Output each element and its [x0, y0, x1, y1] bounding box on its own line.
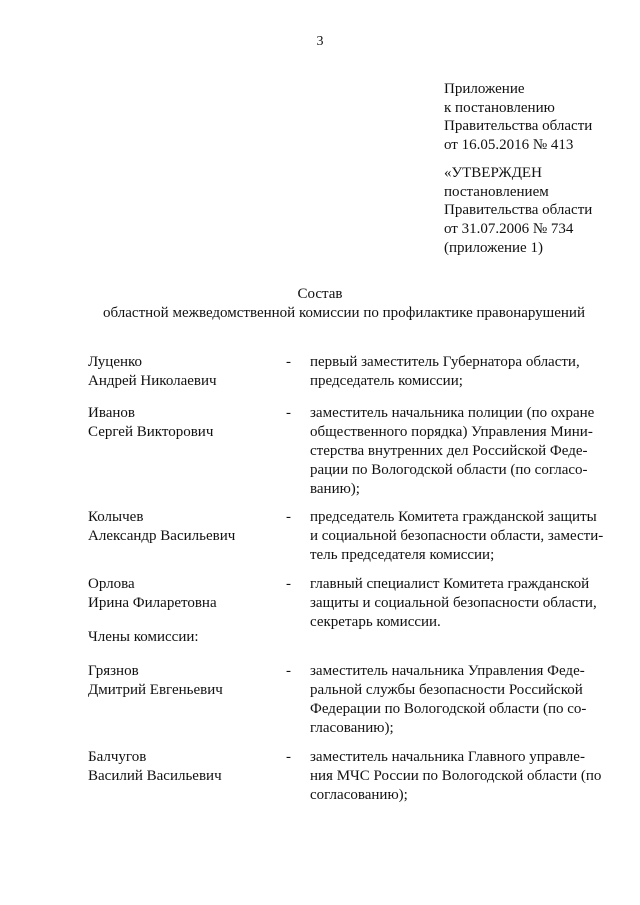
role-line: первый заместитель Губернатора области,: [310, 354, 580, 370]
member-given-name: Сергей Викторович: [88, 424, 214, 440]
role-line: ния МЧС России по Вологодской области (по: [310, 768, 602, 784]
member-role: [310, 353, 606, 391]
member-given-name: Ирина Филаретовна: [88, 595, 217, 611]
member-role: [310, 508, 606, 565]
role-line: главный специалист Комитета гражданской: [310, 576, 590, 592]
member-surname: Балчугов: [88, 749, 147, 765]
member-name: [88, 748, 222, 786]
role-line: заместитель начальника Главного управле-: [310, 749, 585, 765]
title-line: Состав: [297, 286, 343, 302]
role-line: стерства внутренних дел Российской Феде-: [310, 443, 588, 459]
member-name: [88, 404, 213, 442]
dash-separator: -: [286, 663, 291, 679]
role-line: рации по Вологодской области (по согласо-: [310, 462, 588, 478]
member-role: [310, 404, 606, 499]
approved-line: постановлением: [444, 183, 549, 200]
document-title: [0, 285, 640, 323]
role-line: защиты и социальной безопасности области,: [310, 595, 597, 611]
appendix-block: [444, 80, 592, 155]
appendix-line: от 16.05.2016 № 413: [444, 137, 574, 154]
dash-separator: -: [286, 749, 291, 765]
page-number: 3: [316, 34, 324, 49]
appendix-line: Приложение: [444, 81, 525, 97]
dash-separator: -: [286, 509, 291, 525]
member-surname: Колычев: [88, 509, 144, 525]
role-line: ральной службы безопасности Российской: [310, 682, 583, 698]
dash-separator: -: [286, 354, 291, 370]
member-name: [88, 662, 223, 700]
role-line: заместитель начальника полиции (по охране: [310, 405, 595, 421]
member-given-name: Дмитрий Евгеньевич: [88, 682, 223, 698]
dash-separator: -: [286, 576, 291, 592]
role-line: секретарь комиссии.: [310, 614, 441, 630]
role-line: общественного порядка) Управления Мини-: [310, 424, 593, 440]
appendix-line: к постановлению: [444, 99, 555, 116]
approved-line: Правительства области: [444, 202, 593, 219]
members-section-label: Члены комиссии:: [88, 629, 199, 645]
role-line: Федерации по Вологодской области (по со-: [310, 701, 587, 717]
role-line: и социальной безопасности области, замести-: [310, 528, 604, 544]
member-name: [88, 353, 217, 391]
member-given-name: Александр Васильевич: [88, 528, 236, 544]
member-role: [310, 575, 606, 632]
dash-separator: -: [286, 405, 291, 421]
member-surname: Грязнов: [88, 663, 139, 679]
approved-line: от 31.07.2006 № 734: [444, 221, 574, 238]
approved-line: «УТВЕРЖДЕН: [444, 165, 542, 181]
member-role: [310, 748, 606, 805]
member-surname: Орлова: [88, 576, 135, 592]
member-surname: Луценко: [88, 354, 143, 370]
member-given-name: Василий Васильевич: [88, 768, 222, 784]
approved-line: (приложение 1): [444, 239, 543, 256]
member-role: [310, 662, 606, 738]
role-line: гласованию);: [310, 720, 394, 736]
role-line: ванию);: [310, 481, 360, 497]
member-name: [88, 508, 235, 546]
appendix-line: Правительства области: [444, 118, 593, 135]
role-line: тель председателя комиссии;: [310, 547, 495, 563]
approved-block: [444, 164, 592, 258]
title-subtitle: областной межведомственной комиссии по профилактике правонарушений: [103, 305, 585, 321]
role-line: заместитель начальника Управления Феде-: [310, 663, 585, 679]
role-line: председатель комиссии;: [310, 373, 463, 389]
member-given-name: Андрей Николаевич: [88, 373, 217, 389]
role-line: согласованию);: [310, 787, 408, 803]
member-name: [88, 575, 217, 613]
role-line: председатель Комитета гражданской защиты: [310, 509, 597, 525]
member-surname: Иванов: [88, 405, 135, 421]
